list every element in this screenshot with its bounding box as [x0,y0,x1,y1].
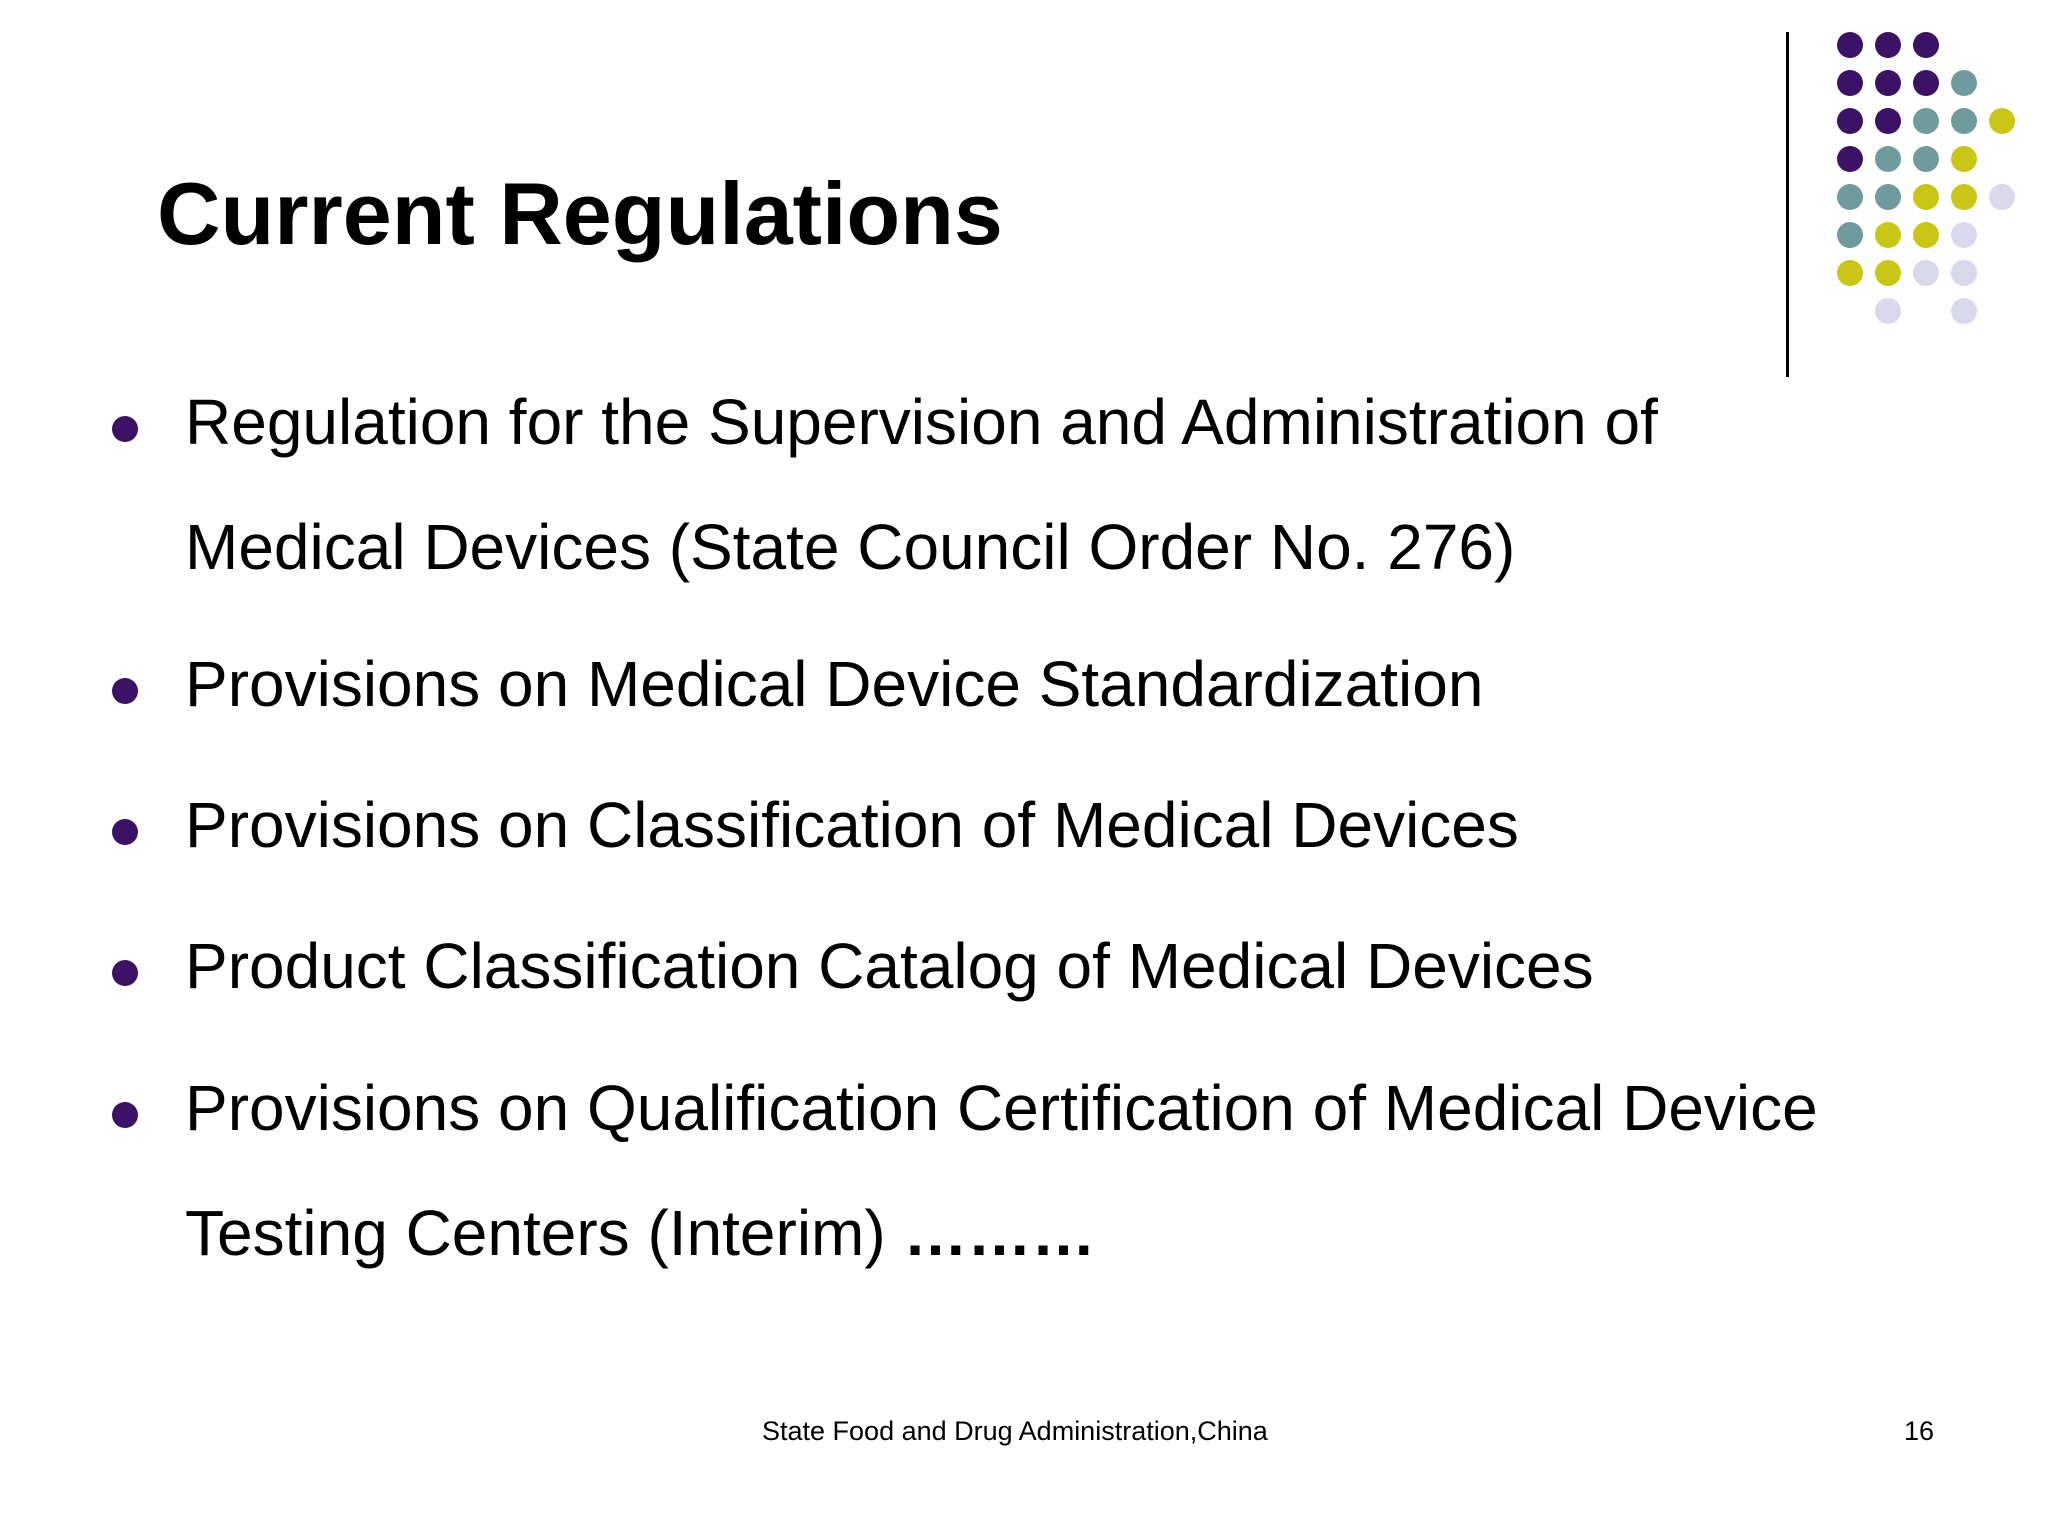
bullet-text-line: Provisions on Classification of Medical Devices [185,789,1519,861]
decorative-dot [1875,32,1901,58]
decorative-dot [1989,184,2015,210]
slide-title: Current Regulations [157,164,1003,263]
vertical-divider-line [1786,32,1789,377]
decorative-dot [1875,260,1901,286]
bullet-text-line: Product Classification Catalog of Medical Devices [185,930,1594,1002]
decorative-dot [1951,184,1977,210]
decorative-dot [1913,146,1939,172]
decorative-dot [1951,222,1977,248]
bullet-text-line: Provisions on Medical Device Standardization [185,648,1484,720]
bullet-text-line: Regulation for the Supervision and Administration of [185,386,1658,458]
decorative-dot [1951,108,1977,134]
decorative-dot [1913,32,1939,58]
decorative-dot [1913,108,1939,134]
decorative-dot [1875,222,1901,248]
decorative-dot [1989,108,2015,134]
decorative-dot [1875,146,1901,172]
decorative-dot [1875,298,1901,324]
bullet-dot-icon [112,1102,138,1128]
decorative-dot [1913,260,1939,286]
bullet-dot-icon [112,819,138,845]
decorative-dot [1951,146,1977,172]
decorative-dot [1951,70,1977,96]
bullet-dot-icon [112,960,138,986]
decorative-dot [1875,108,1901,134]
bullet-dot-icon [112,416,138,442]
footer-organization: State Food and Drug Administration,China [762,1416,1268,1446]
decorative-dot [1837,260,1863,286]
decorative-dot [1837,146,1863,172]
bullet-text-line: Medical Devices (State Council Order No. 276) [185,511,1516,583]
bullet-dot-icon [112,678,138,704]
decorative-dot [1913,184,1939,210]
ellipsis-text: ……… [885,1197,1096,1269]
page-number: 16 [1904,1416,1935,1446]
decorative-dot [1837,184,1863,210]
decorative-dot [1837,222,1863,248]
decorative-dot [1951,298,1977,324]
decorative-dot [1837,70,1863,96]
decorative-dot [1875,184,1901,210]
decorative-dot [1913,222,1939,248]
bullet-text-line: Provisions on Qualification Certification of Medical Device [185,1072,1818,1144]
bullet-text-segment: Testing Centers (Interim) [185,1197,886,1269]
decorative-dot [1837,108,1863,134]
decorative-dot [1913,70,1939,96]
decorative-dot [1951,260,1977,286]
decorative-dot [1837,32,1863,58]
bullet-text-line [185,1171,1985,1296]
decorative-dot [1875,70,1901,96]
